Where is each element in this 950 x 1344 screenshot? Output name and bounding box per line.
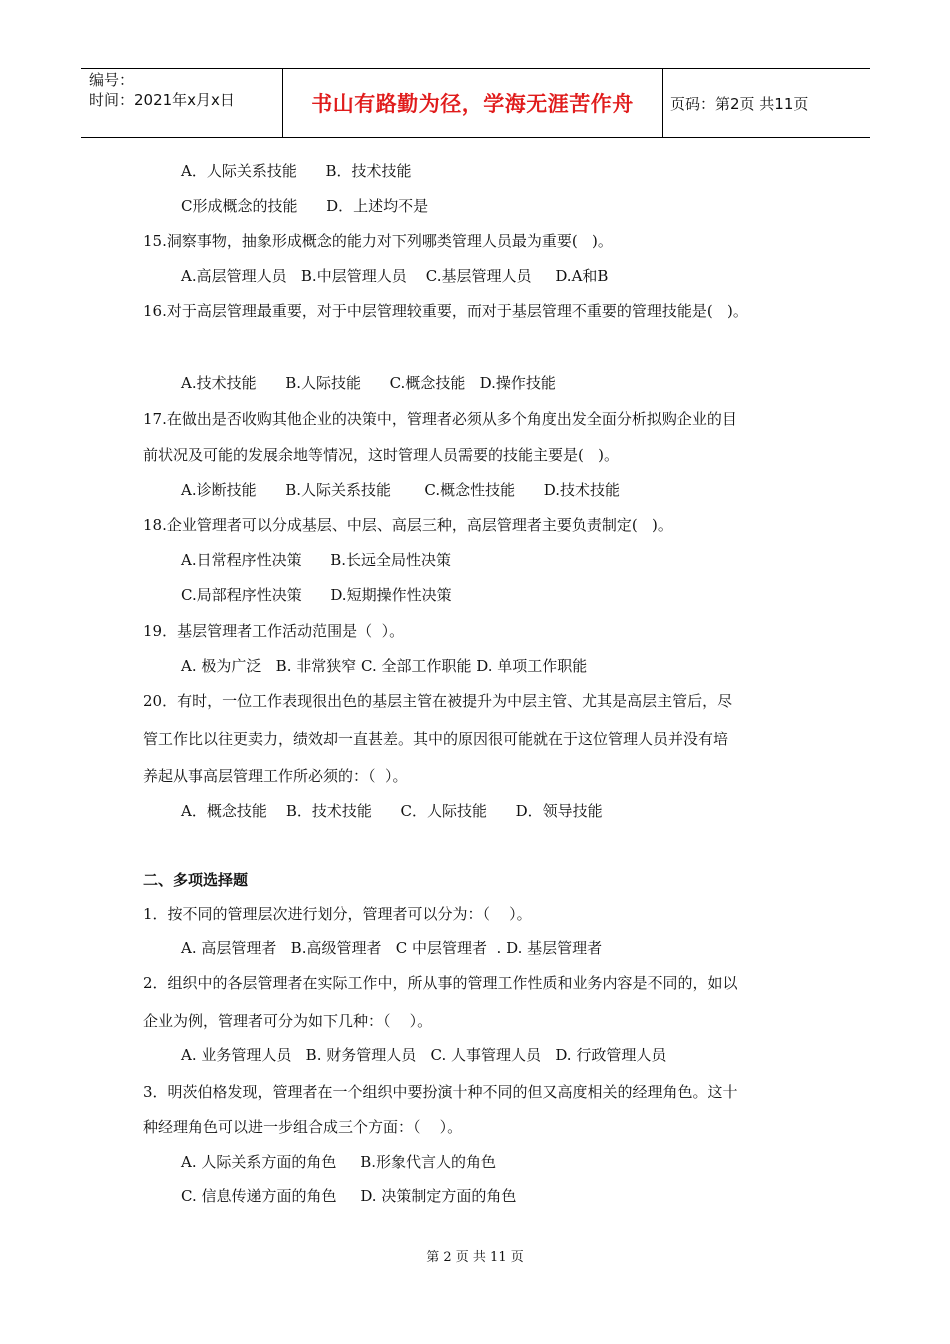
question-20: 20．有时，一位工作表现很出色的基层主管在被提升为中层主管、尤其是高层主管后，尽 [143, 692, 733, 710]
header-slogan: 书山有路勤为径，学海无涯苦作舟 [282, 69, 663, 137]
header-meta [81, 69, 282, 137]
header-page-info: 页码：第2页 共11页 [670, 94, 809, 113]
question-m3-cont: 种经理角色可以进一步组合成三个方面：（ ）。 [143, 1118, 463, 1136]
option-line: A.技术技能 B.人际技能 C.概念技能 D.操作技能 [181, 374, 556, 392]
option-line: C形成概念的技能 D．上述均不是 [181, 197, 429, 215]
question-20-cont: 养起从事高层管理工作所必须的：（ ）。 [143, 767, 408, 785]
question-20-cont: 管工作比以往更卖力，绩效却一直甚差。其中的原因很可能就在于这位管理人员并没有培 [143, 730, 729, 748]
question-16: 16.对于高层管理最重要，对于中层管理较重要，而对于基层管理不重要的管理技能是( )。 [143, 302, 748, 320]
question-17: 17.在做出是否收购其他企业的决策中，管理者必须从多个角度出发全面分析拟购企业的目 [143, 410, 737, 428]
question-m2: 2．组织中的各层管理者在实际工作中，所从事的管理工作性质和业务内容是不同的，如以 [143, 974, 738, 992]
code-label: 编号： [89, 71, 135, 89]
question-18: 18.企业管理者可以分成基层、中层、高层三种，高层管理者主要负责制定( )。 [143, 516, 673, 534]
time-label: 时间：2021年x月x日 [89, 91, 235, 109]
question-15: 15.洞察事物，抽象形成概念的能力对下列哪类管理人员最为重要( )。 [143, 232, 613, 250]
question-m1: 1．按不同的管理层次进行划分，管理者可以分为：（ ）。 [143, 905, 532, 923]
option-line: A．人际关系技能 B．技术技能 [181, 162, 412, 180]
page-footer: 第 2 页 共 11 页 [426, 1250, 524, 1265]
option-line: C. 信息传递方面的角色 D. 决策制定方面的角色 [181, 1187, 517, 1205]
option-line: A．概念技能 B．技术技能 C．人际技能 D．领导技能 [181, 802, 603, 820]
option-line: A.高层管理人员 B.中层管理人员 C.基层管理人员 D.A和B [181, 267, 609, 285]
page-header [81, 68, 870, 138]
section-heading: 二、多项选择题 [143, 871, 249, 889]
option-line: A. 业务管理人员 B. 财务管理人员 C. 人事管理人员 D. 行政管理人员 [181, 1046, 667, 1064]
question-m3: 3．明茨伯格发现，管理者在一个组织中要扮演十种不同的但又高度相关的经理角色。这十 [143, 1083, 738, 1101]
option-line: A.日常程序性决策 B.长远全局性决策 [181, 551, 452, 569]
option-line: C.局部程序性决策 D.短期操作性决策 [181, 586, 452, 604]
question-m2-cont: 企业为例，管理者可分为如下几种：（ ）。 [143, 1012, 433, 1030]
option-line: A.诊断技能 B.人际关系技能 C.概念性技能 D.技术技能 [181, 481, 620, 499]
question-19: 19．基层管理者工作活动范围是（ ）。 [143, 622, 405, 640]
option-line: A. 高层管理者 B.高级管理者 C 中层管理者 . D. 基层管理者 [181, 939, 603, 957]
option-line: A. 人际关系方面的角色 B.形象代言人的角色 [181, 1153, 497, 1171]
option-line: A. 极为广泛 B. 非常狭窄 C. 全部工作职能 D. 单项工作职能 [181, 657, 588, 675]
question-17-cont: 前状况及可能的发展余地等情况，这时管理人员需要的技能主要是( )。 [143, 446, 620, 464]
